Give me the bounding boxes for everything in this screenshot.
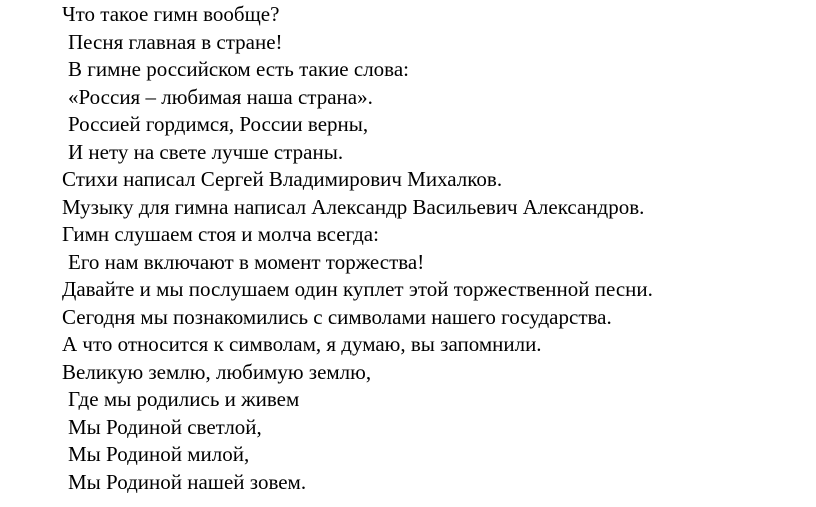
text-line: Где мы родились и живем — [68, 387, 300, 411]
text-line: Давайте и мы послушаем один куплет этой торжественной песни. — [62, 277, 653, 301]
text-line: А что относится к символам, я думаю, вы запомнили. — [62, 332, 542, 356]
text-line: В гимне российском есть такие слова: — [68, 57, 409, 81]
text-line: Мы Родиной светлой, — [68, 414, 262, 439]
text-line: Сегодня мы познакомились с символами нашего государства. — [62, 304, 612, 329]
text-line: Песня главная в стране! — [68, 29, 283, 54]
text-line: Гимн слушаем стоя и молча всегда: — [62, 222, 379, 246]
text-line: «Россия – любимая наша страна». — [68, 84, 373, 109]
text-line: Мы Родиной нашей зовем. — [68, 469, 307, 494]
text-line: Стихи написал Сергей Владимирович Михалков. — [62, 167, 503, 191]
text-line: Его нам включают в момент торжества! — [68, 249, 425, 274]
text-line: Великую землю, любимую землю, — [62, 359, 372, 384]
text-line: Мы Родиной милой, — [68, 442, 250, 466]
text-line: И нету на свете лучше страны. — [68, 139, 344, 164]
text-line: Что такое гимн вообще? — [62, 2, 280, 26]
document-body — [62, 1, 816, 496]
text-line: Россией гордимся, России верны, — [68, 112, 369, 136]
text-line: Музыку для гимна написал Александр Васильевич Александров. — [62, 194, 645, 219]
